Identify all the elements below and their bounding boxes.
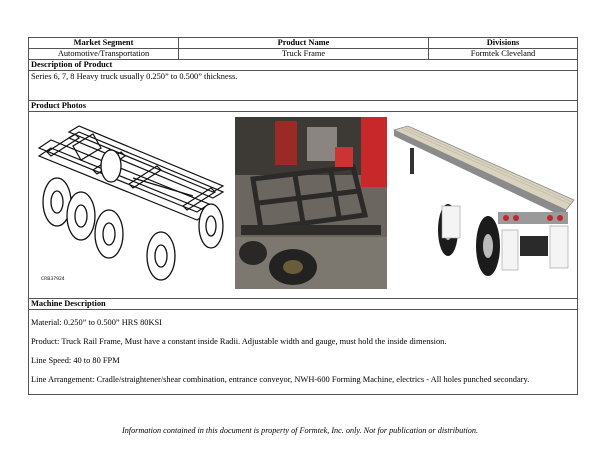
product-name-value: Truck Frame <box>179 49 429 60</box>
product-sheet <box>28 37 577 395</box>
header-market-segment: Market Segment <box>29 38 179 49</box>
description-heading: Description of Product <box>29 60 578 71</box>
footer-disclaimer: Information contained in this document is property of Formtek, Inc. only. Not for publication or distribution. <box>121 426 479 435</box>
machine-heading: Machine Description <box>29 299 578 310</box>
photos-cell <box>29 112 578 299</box>
drawing-caption: CRB37924 <box>41 277 65 282</box>
flatbed-trailer-photo <box>390 118 576 290</box>
photos-heading: Product Photos <box>29 101 578 112</box>
machine-product: Product: Truck Rail Frame, Must have a constant inside Radii. Adjustable width and gauge, must hold the inside dimension. <box>31 337 447 346</box>
header-product-name: Product Name <box>179 38 429 49</box>
divisions-value: Formtek Cleveland <box>429 49 578 60</box>
header-row <box>29 38 578 49</box>
chassis-drawing <box>33 118 229 290</box>
header-divisions: Divisions <box>429 38 578 49</box>
machine-description <box>29 310 578 395</box>
product-table <box>28 37 578 395</box>
value-row <box>29 49 578 60</box>
machine-line-speed: Line Speed: 40 to 80 FPM <box>31 356 120 365</box>
machine-material: Material: 0.250” to 0.500” HRS 80KSI <box>31 318 162 327</box>
frame-shop-photo <box>235 117 387 289</box>
machine-line-arrangement: Line Arrangement: Cradle/straightener/shear combination, entrance conveyor, NWH-600 Forming Machine, electrics - All holes punched secondary. <box>31 375 530 384</box>
market-segment-value: Automotive/Transportation <box>29 49 179 60</box>
description-text: Series 6, 7, 8 Heavy truck usually 0.250” to 0.500” thickness. <box>29 71 578 101</box>
